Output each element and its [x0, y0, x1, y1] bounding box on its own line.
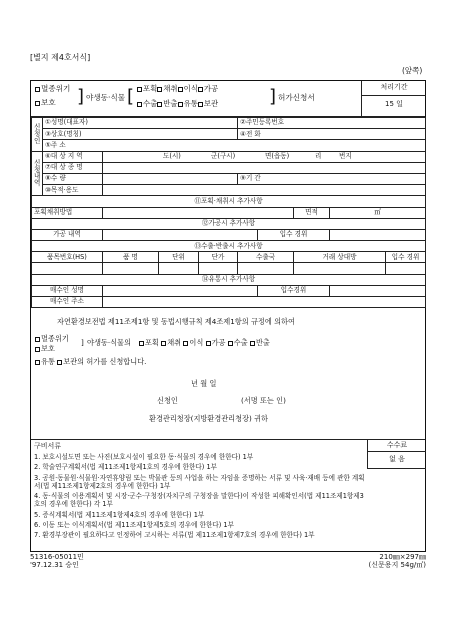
process-checkbox[interactable]: [198, 87, 203, 92]
process-label: 가공: [203, 84, 219, 93]
decl-closing: 의 허가를 신청합니다.: [77, 357, 147, 367]
takeout-label: 반출: [163, 99, 178, 108]
quantity-field[interactable]: [103, 173, 238, 184]
distribution-section-title: ⑭유통시 추가사항: [32, 274, 426, 285]
document-item: 6. 이동 또는 이식계획서(법 제11조제1항제5호의 경우에 한한다) 1부: [34, 520, 234, 529]
decl-endangered-label: 멸종위기: [41, 334, 69, 344]
fee-label: 수수료: [368, 440, 426, 452]
endangered-label: 멸종위기: [41, 84, 71, 93]
process-route-label: 입수 경위: [258, 229, 330, 240]
decl-options-row-2: [35, 358, 146, 366]
decl-bracket-icon: ]: [81, 338, 84, 348]
applicant-group-label: [32, 118, 43, 152]
documents-list: [34, 453, 365, 539]
export-cell[interactable]: [103, 263, 159, 274]
trade-name-field[interactable]: ③상호(명칭): [43, 129, 238, 140]
column-header: 품목번호(HS): [32, 252, 103, 263]
document-item: 3. 공원·동물원·식물원·자연휴양림 또는 박물관 등의 사업을 하는 자임을 증명하는 서류 및 사육·재배 등에 관한 계획서(법 제11조제1항제2호의 경우에 한한다) 1부: [34, 473, 365, 490]
capture-method-label: 포획채취방법: [32, 207, 103, 218]
approval-date: '97.12.31 승인: [30, 561, 79, 570]
document-item: 1. 보호시설도면 또는 사진(보호시설이 필요한 동·식물의 경우에 한한다) 1부: [34, 453, 254, 462]
bracket-left-icon: [: [127, 86, 135, 107]
footer-right: [369, 553, 426, 570]
declaration-group-left: [35, 335, 69, 353]
name-field[interactable]: ①성명(대표자): [43, 118, 238, 129]
area-label: 면적: [294, 207, 330, 218]
recipient: 환경관리청장(지방환경관리청장) 귀하: [149, 414, 268, 424]
applicant-label: 신청인: [157, 396, 178, 406]
process-detail-label: 가공 내역: [32, 229, 103, 240]
page-side-label: (앞쪽): [402, 66, 423, 75]
decl-option: 수출: [233, 338, 248, 348]
species-name-label: ⑦대 상 종 명: [43, 162, 103, 173]
export-cell[interactable]: [159, 263, 199, 274]
actions-row-2: [137, 100, 218, 108]
phone-field[interactable]: ④전 화: [238, 129, 426, 140]
protected-label: 보호: [41, 98, 56, 108]
village-label: 리: [315, 152, 322, 161]
purpose-field[interactable]: [103, 185, 426, 196]
group-left: [35, 85, 77, 108]
document-item: 2. 학술연구계획서(법 제11조제1항제1호의 경우에 한한다) 1부: [34, 463, 218, 472]
export-cell[interactable]: [386, 263, 426, 274]
export-row[interactable]: [32, 263, 426, 274]
buyer-address-label: 매수인 주소: [32, 297, 103, 308]
column-header: 품 명: [103, 252, 159, 263]
decl-option: 이식: [189, 338, 204, 348]
form-number: [별지 제4호서식]: [30, 53, 91, 62]
town-label: 면(읍동): [265, 152, 290, 161]
export-header-row: [32, 252, 426, 263]
bracket-right-icon: ]: [77, 86, 85, 107]
vchar: 청: [34, 129, 41, 138]
buyer-address-field[interactable]: [103, 297, 426, 308]
decl-endangered-checkbox[interactable]: [35, 337, 40, 342]
process-detail-field[interactable]: [103, 229, 258, 240]
period-field[interactable]: ⑨기 간: [238, 173, 426, 184]
process-route-field[interactable]: [330, 229, 426, 240]
decl-protected-checkbox[interactable]: [35, 347, 40, 352]
vchar: 내: [34, 172, 41, 181]
form-code: 51316-05011민: [30, 553, 84, 561]
decl-option: 가공: [211, 338, 226, 348]
column-header: 입수 경위: [386, 252, 426, 263]
column-header: 단위: [159, 252, 199, 263]
decl-option: 유통: [41, 357, 55, 367]
document-item: 5. 증식계획서(법 제11조제1항제4호의 경우에 한한다) 1부: [34, 510, 205, 519]
footer-left: [30, 553, 84, 570]
export-checkbox[interactable]: [137, 102, 142, 107]
declaration-block: [31, 308, 425, 440]
process-section-title: ⑫가공시 추가사항: [32, 218, 426, 229]
export-section-title: ⑬수출·반출시 추가사항: [32, 241, 426, 252]
application-table: [31, 117, 426, 308]
target-area-label: ⑥대 상 지 역: [43, 151, 103, 162]
decl-option: 포획: [145, 338, 159, 348]
period-label: 처리기간: [362, 81, 426, 96]
decl-takeout-checkbox[interactable]: [250, 341, 255, 346]
quantity-label: ⑧수 량: [43, 173, 103, 184]
fee-box: [367, 440, 426, 469]
actions-row-1: [137, 85, 218, 93]
address-field[interactable]: ⑤주 소: [43, 140, 426, 151]
content-group-label: [32, 151, 43, 196]
purpose-label: ⑩목적·용도: [43, 185, 103, 196]
takeout-checkbox[interactable]: [157, 102, 162, 107]
distribution-route-field[interactable]: [330, 285, 426, 296]
capture-label: 포획: [143, 84, 158, 93]
decl-export-checkbox[interactable]: [228, 341, 233, 346]
decl-process-checkbox[interactable]: [206, 341, 211, 346]
target-area-field[interactable]: [103, 151, 426, 162]
period-value: 15 일: [385, 100, 403, 108]
vchar: 역: [34, 179, 41, 188]
column-header: 단가: [199, 252, 238, 263]
capture-method-field[interactable]: [103, 207, 294, 218]
collect-checkbox[interactable]: [157, 87, 162, 92]
rrn-field[interactable]: ②주민등록번호: [238, 118, 426, 129]
processing-period: [361, 81, 426, 116]
decl-collect-checkbox[interactable]: [161, 341, 166, 346]
application-date[interactable]: 년 월 일: [191, 379, 217, 389]
decl-option: 반출: [255, 338, 270, 348]
law-text: 자연환경보전법 제11조제1항 및 동법시행규칙 제4조제1항의 규정에 의하여: [57, 317, 295, 327]
documents-title: 구비서류: [34, 442, 62, 451]
decl-keep-checkbox[interactable]: [57, 360, 62, 365]
paper-size: 210㎜×297㎜: [379, 553, 426, 561]
buyer-name-label: 매수인 성명: [32, 285, 103, 296]
decl-option: 채취: [167, 338, 182, 348]
endangered-checkbox[interactable]: [35, 87, 40, 92]
export-cell[interactable]: [238, 263, 294, 274]
area-unit[interactable]: ㎡: [330, 207, 426, 218]
keep-checkbox[interactable]: [198, 102, 203, 107]
column-header: 거래 상대방: [294, 252, 386, 263]
capture-checkbox[interactable]: [137, 87, 142, 92]
form-suffix: 허가신청서: [278, 93, 315, 102]
collect-label: 채취: [163, 84, 178, 93]
column-header: 수출국: [238, 252, 294, 263]
species-name-field[interactable]: [103, 162, 426, 173]
documents-block: [31, 440, 425, 561]
document-item: 7. 환경부장관이 필요하다고 인정하여 고시하는 서류(법 제11조제1항제7호의 경우에 한한다) 1부: [34, 531, 315, 540]
protected-checkbox[interactable]: [35, 101, 40, 106]
buyer-name-field[interactable]: [103, 285, 258, 296]
species-label: 야생동·식물: [86, 93, 126, 102]
decl-species-label: 야생동·식물의: [87, 338, 131, 348]
capture-section-title: ⑪포획·채취시 추가사항: [32, 196, 426, 207]
application-form: [30, 80, 426, 552]
decl-protected-label: 보호: [41, 344, 55, 354]
paper-type: (신문용지 54g/㎡): [368, 561, 426, 570]
export-cell[interactable]: [294, 263, 386, 274]
province-label: 도(시): [163, 152, 181, 161]
export-label: 수출: [143, 99, 158, 108]
keep-label: 보관: [203, 99, 219, 108]
document-item: 4. 동·식물의 이용계획서 및 시장·군수·구청장(자치구의 구청장을 말한다)이 작성한 피해확인서(법 제11조제1항제3호의 경우에 한한다) 각 1부: [34, 492, 364, 509]
transplant-label: 이식: [183, 84, 198, 93]
decl-option: 보관: [63, 357, 78, 367]
decl-transplant-checkbox[interactable]: [183, 341, 188, 346]
distribute-label: 유통: [183, 99, 198, 108]
bracket-right-icon: ]: [269, 86, 277, 107]
decl-distribute-checkbox[interactable]: [35, 360, 40, 365]
form-title-block: [31, 81, 425, 117]
fee-value: 없 음: [389, 455, 405, 464]
decl-options-row-1: [139, 339, 270, 347]
vchar: 신: [34, 123, 41, 132]
export-cell[interactable]: [32, 263, 103, 274]
vchar: 신: [34, 159, 41, 168]
export-cell[interactable]: [199, 263, 238, 274]
signature-field[interactable]: (서명 또는 인): [241, 396, 286, 406]
lot-label: 번지: [339, 152, 352, 161]
distribution-route-label: 입수경위: [258, 285, 330, 296]
county-label: 군(구시): [211, 152, 236, 161]
distribute-checkbox[interactable]: [178, 102, 183, 107]
decl-capture-checkbox[interactable]: [139, 341, 144, 346]
vchar: 인: [34, 136, 41, 145]
vchar: 청: [34, 165, 41, 174]
transplant-checkbox[interactable]: [178, 87, 183, 92]
